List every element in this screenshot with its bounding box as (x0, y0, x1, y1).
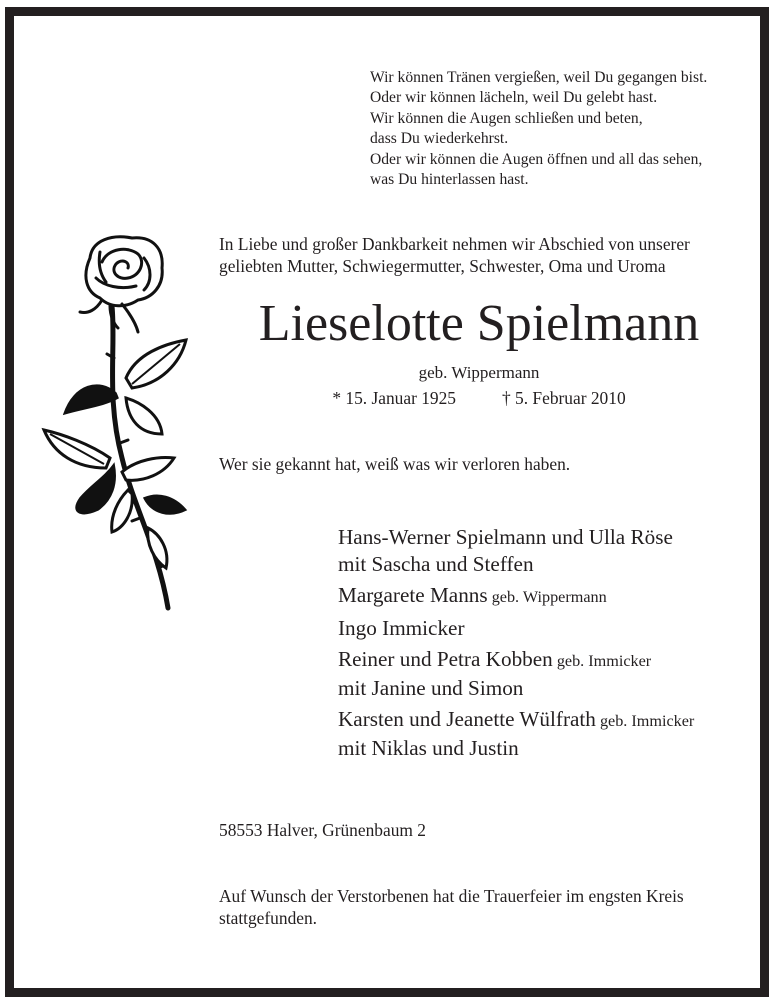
mourner-group (338, 524, 694, 578)
poem-line: Wir können die Augen schließen und beten, (370, 109, 643, 127)
rose-icon (40, 228, 190, 613)
poem-line: was Du hinterlassen hast. (370, 171, 529, 189)
mourner-group (338, 582, 694, 611)
mourner-line (338, 582, 694, 611)
intro-text (219, 233, 690, 277)
mourner-line (338, 646, 694, 675)
note-line: stattgefunden. (219, 908, 318, 928)
intro-line: geliebten Mutter, Schwiegermutter, Schwester, Oma und Uroma (219, 256, 666, 276)
mourner-line (338, 524, 694, 551)
mourner-name: Margarete Manns (338, 583, 488, 607)
mourner-group (338, 706, 694, 762)
poem-line: Wir können Tränen vergießen, weil Du gegangen bist. (370, 69, 708, 86)
mourner-line (338, 675, 694, 702)
mourner-name: mit Niklas und Justin (338, 736, 519, 760)
mourner-birth-name: geb. Immicker (552, 652, 652, 670)
quote: Wer sie gekannt hat, weiß was wir verloren haben. (219, 454, 571, 474)
mourner-name: Karsten und Jeanette Wülfrath (338, 707, 596, 731)
address: 58553 Halver, Grünenbaum 2 (219, 820, 426, 840)
deceased-name: Lieselotte Spielmann (258, 295, 700, 352)
poem-line: dass Du wiederkehrst. (370, 130, 509, 148)
funeral-note (219, 885, 684, 929)
mourner-name: mit Sascha und Steffen (338, 552, 534, 576)
mourner-group (338, 615, 694, 642)
mourner-line (338, 551, 694, 578)
mourner-birth-name: geb. Wippermann (487, 588, 607, 606)
mourner-line (338, 706, 694, 735)
mourner-name: Hans-Werner Spielmann und Ulla Röse (338, 525, 673, 549)
mourner-name: mit Janine und Simon (338, 676, 524, 700)
poem-line: Oder wir können lächeln, weil Du gelebt hast. (370, 89, 658, 107)
mourner-name: Ingo Immicker (338, 616, 465, 640)
death-date: † 5. Februar 2010 (502, 388, 626, 408)
poem-line: Oder wir können die Augen öffnen und all das sehen, (370, 150, 703, 168)
birth-name: geb. Wippermann (418, 363, 540, 382)
note-line: Auf Wunsch der Verstorbenen hat die Trauerfeier im engsten Kreis (219, 886, 684, 906)
mourner-name: Reiner und Petra Kobben (338, 647, 553, 671)
poem (370, 68, 707, 190)
mourner-line (338, 615, 694, 642)
mourner-line (338, 735, 694, 762)
mourners-list (338, 524, 694, 766)
mourner-group (338, 646, 694, 702)
life-dates (219, 387, 739, 409)
mourner-birth-name: geb. Immicker (595, 712, 695, 730)
intro-line: In Liebe und großer Dankbarkeit nehmen wir Abschied von unserer (219, 234, 690, 254)
birth-date: * 15. Januar 1925 (332, 388, 456, 408)
